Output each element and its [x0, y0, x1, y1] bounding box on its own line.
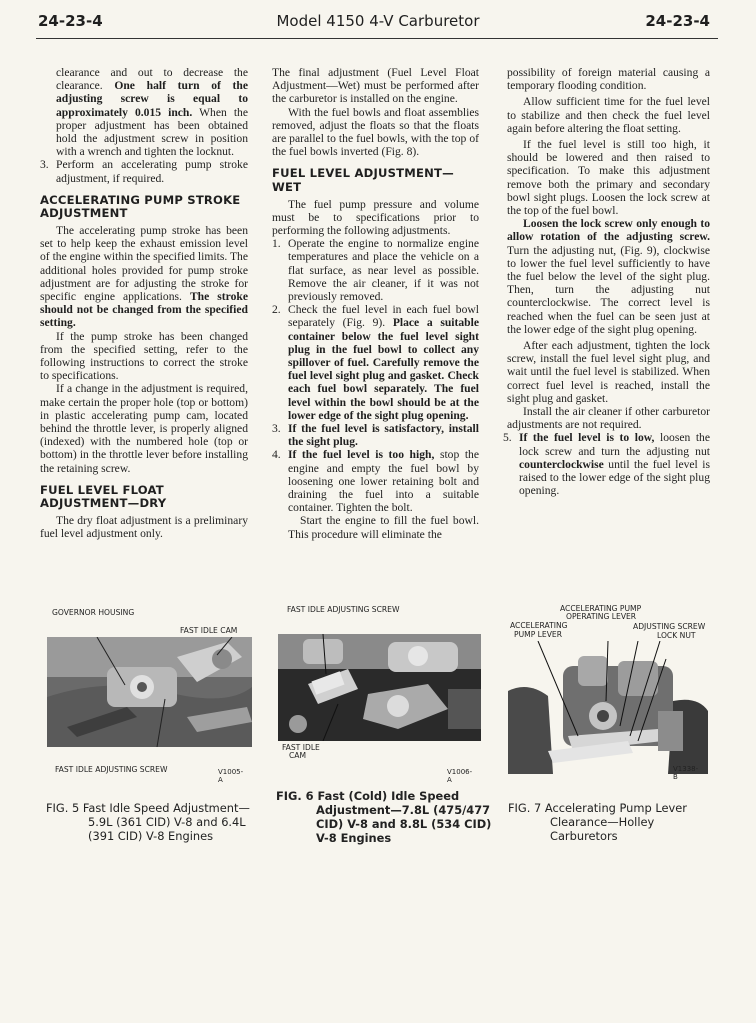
fig6-label-fast-idle-cam-2: CAM	[289, 751, 307, 760]
fig7-caption-line-3: Carburetors	[550, 829, 618, 843]
fig6-caption-line-4: V-8 Engines	[316, 831, 392, 845]
col2-list	[272, 237, 479, 541]
col2-item-2-bold: Place a suitable container below the fuel level sight plug in the fuel bowl to collect any spillover of fuel. Carefully remove the fuel level sight plug and gasket. Check each fuel bowl separately. The fuel level within the bowl should be at the lower edge of the sight plug opening.	[288, 316, 480, 422]
fig5-label-fast-idle-adjusting-screw: FAST IDLE ADJUSTING SCREW	[55, 765, 168, 774]
fig7-label-adjusting-screw: ADJUSTING SCREW	[633, 622, 706, 631]
fig6-caption-line-2: Adjustment—7.8L (475/477	[316, 803, 491, 817]
col1-item-3-text: Perform an accelerating pump stroke adjustment, if required.	[56, 158, 248, 185]
col3-item-5-tail: until the fuel level is raised to the lower edge of the sight plug opening.	[519, 457, 710, 498]
col1-p3: If the pump stroke has been changed from the specified setting, refer to the following instructions to correct the stroke to specifications.	[40, 329, 248, 383]
col3-p4-text: Turn the adjusting nut, (Fig. 9), clockwise to lower the fuel level sufficiently to have the fuel below the level of the sight plug. Then, turn the adjusting nut counterclockwise. The correct level is reached when the fuel can be seen just at the lower edge of the sight plug opening.	[507, 243, 710, 336]
col3-item-5-text: loosen the lock screw and turn the adjusting nut	[519, 431, 710, 458]
col2-p2: With the fuel bowls and float assemblies removed, adjust the floats so that the floats are parallel to the fuel bowls, with the top of the fuel bowls inverted (Fig. 8).	[272, 105, 479, 159]
fig5-photo-graphic	[47, 637, 252, 747]
col1-p1-tail: When the proper adjustment has been obtained hold the adjustment screw in position with a wrench and tighten the locknut.	[56, 105, 248, 159]
col2-item-4	[272, 448, 479, 540]
page-title: Model 4150 4-V Carburetor	[276, 12, 480, 30]
col2-item-1	[272, 237, 479, 303]
fig7-code: V1338-B	[673, 765, 699, 781]
fig6-photo-graphic	[278, 634, 481, 741]
col2-item-4-bold: If the fuel level is too high,	[288, 448, 435, 462]
heading-fuel-level-wet: FUEL LEVEL ADJUSTMENT—WET	[272, 166, 454, 195]
col3-item-5-bold2: counterclockwise	[519, 457, 604, 471]
fig6-label-fast-idle-cam-1: FAST IDLE	[282, 743, 320, 752]
fig7-label-lever-2: OPERATING LEVER	[566, 612, 637, 621]
fig7-label-pump-lever-2: PUMP LEVER	[514, 630, 562, 639]
col2-item-4-num: 4.	[272, 448, 281, 462]
fig7-caption-line-2: Clearance—Holley	[550, 815, 655, 829]
col2-item-3	[272, 422, 479, 448]
col2-item-1-num: 1.	[272, 237, 281, 251]
col1-p2-bold: The stroke should not be changed from the specified setting.	[40, 290, 248, 330]
col3-p4	[507, 217, 710, 336]
col1-p1-bold: One half turn of the adjusting screw is equal to approximately 0.015 inch.	[56, 79, 249, 119]
col1-item-3-num: 3.	[40, 158, 49, 172]
col2-p1: The final adjustment (Fuel Level Float Adjustment—Wet) must be performed after the carburetor is installed on the engine.	[272, 66, 479, 106]
fig6-photo	[278, 634, 481, 741]
fig6-caption-line-1: FIG. 6 Fast (Cold) Idle Speed	[276, 789, 460, 803]
fig7-label-lever-1: ACCELERATING PUMP	[560, 604, 642, 613]
col3-item-5	[503, 431, 710, 497]
fig7-caption-line-1: FIG. 7 Accelerating Pump Lever	[508, 801, 687, 815]
fig7-label-pump-lever-1: ACCELERATING	[510, 621, 568, 630]
col1-p4: If a change in the adjustment is required, make certain the proper hole (top or bottom) in plastic accelerating pump cam, located behind the throttle lever, is properly aligned (indexed) with the numbered hole (top or bottom) in the throttle lever before installing the retaining screw.	[40, 382, 248, 475]
fig5-label-governor-housing: GOVERNOR HOUSING	[52, 608, 135, 617]
col1-p2	[40, 224, 248, 330]
page-header	[0, 12, 756, 40]
col2-item-4-text: stop the engine and empty the fuel bowl by loosening one lower retaining bolt and draining the fuel into a suitable container. Tighten the bolt.	[288, 448, 479, 515]
col3-item-5-bold: If the fuel level is to low,	[519, 431, 655, 445]
col3-item-5-num: 5.	[503, 431, 512, 445]
page-number-right: 24-23-4	[645, 12, 710, 30]
fig5-code: V1005-A	[218, 768, 244, 784]
fig6-caption	[276, 789, 496, 845]
col3-p5: After each adjustment, tighten the lock screw, install the fuel level sight plug, and wait until the fuel level is stabilized. When correct fuel level is reached, install the sight plug and gasket.	[507, 339, 710, 405]
col1-p2-text: The accelerating pump stroke has been set to help keep the exhaust emission level of the engine within the specified limits. The additional holes provided for pump stroke adjustment are for adjusting the stroke for specific engine applications.	[40, 224, 248, 304]
fig5-label-fast-idle-cam: FAST IDLE CAM	[180, 626, 238, 635]
fig7-photo	[508, 641, 708, 774]
heading-fuel-level-float-dry: FUEL LEVEL FLOAT ADJUSTMENT—DRY	[40, 482, 167, 511]
fig5-caption-line-3: (391 CID) V-8 Engines	[88, 829, 214, 843]
fig5-photo	[47, 637, 252, 747]
col2-p3: The fuel pump pressure and volume must be to specifications prior to performing the following adjustments.	[272, 197, 479, 238]
col3-p3: If the fuel level is still too high, it should be lowered and then raised to specification. To make this adjustment remove both the primary and secondary bowl sight plugs. Loosen the lock screw at the top of the fuel bowl.	[507, 138, 710, 218]
fig5-caption-line-1: FIG. 5 Fast Idle Speed Adjustment—	[46, 801, 250, 815]
col1-item-3	[40, 158, 248, 184]
fig6-code: V1006-A	[447, 768, 473, 784]
fig7-photo-graphic	[508, 641, 708, 774]
fig6-label-fast-idle-adjusting-screw: FAST IDLE ADJUSTING SCREW	[287, 605, 400, 614]
col1-item-2-continued	[40, 66, 248, 158]
col1-p1: clearance and out to decrease the clearance.	[56, 66, 248, 93]
col3-p6: Install the air cleaner if other carburetor adjustments are not required.	[507, 405, 710, 432]
column-3	[503, 66, 710, 498]
col2-item-4-para: Start the engine to fill the fuel bowl. This procedure will eliminate the	[288, 514, 479, 541]
heading-accelerating-pump-stroke: ACCELERATING PUMP STROKE ADJUSTMENT	[40, 192, 241, 221]
col1-p5: The dry float adjustment is a preliminary fuel level adjustment only.	[40, 514, 248, 541]
page-number-left: 24-23-4	[38, 12, 103, 30]
col3-list	[503, 431, 710, 498]
col2-item-3-num: 3.	[272, 422, 281, 436]
fig7-label-lock-nut: LOCK NUT	[657, 631, 696, 640]
header-rule	[36, 38, 718, 39]
col2-item-2	[272, 303, 479, 422]
col1-list	[40, 66, 248, 185]
col3-p1: possibility of foreign material causing a temporary flooding condition.	[507, 66, 710, 93]
fig7-caption	[508, 801, 728, 843]
col2-item-2-text: Check the fuel level in each fuel bowl separately (Fig. 9).	[288, 303, 479, 330]
col3-p4-bold: Loosen the lock screw only enough to allow rotation of the adjusting screw.	[507, 217, 710, 244]
fig5-caption-line-2: 5.9L (361 CID) V-8 and 6.4L	[88, 815, 246, 829]
col2-item-2-num: 2.	[272, 303, 281, 317]
fig6-caption-line-3: CID) V-8 and 8.8L (534 CID)	[316, 817, 492, 831]
col2-item-1-text: Operate the engine to normalize engine temperatures and place the vehicle on a flat surface, as near level as possible. Remove the air cleaner, if it was not previously removed.	[288, 237, 479, 304]
col3-p2: Allow sufficient time for the fuel level to stabilize and then check the fuel level again before altering the float setting.	[507, 95, 710, 135]
col2-item-3-bold: If the fuel level is satisfactory, install the sight plug.	[288, 422, 479, 449]
column-2	[272, 66, 479, 541]
column-1	[40, 66, 248, 540]
fig5-caption	[46, 801, 266, 843]
